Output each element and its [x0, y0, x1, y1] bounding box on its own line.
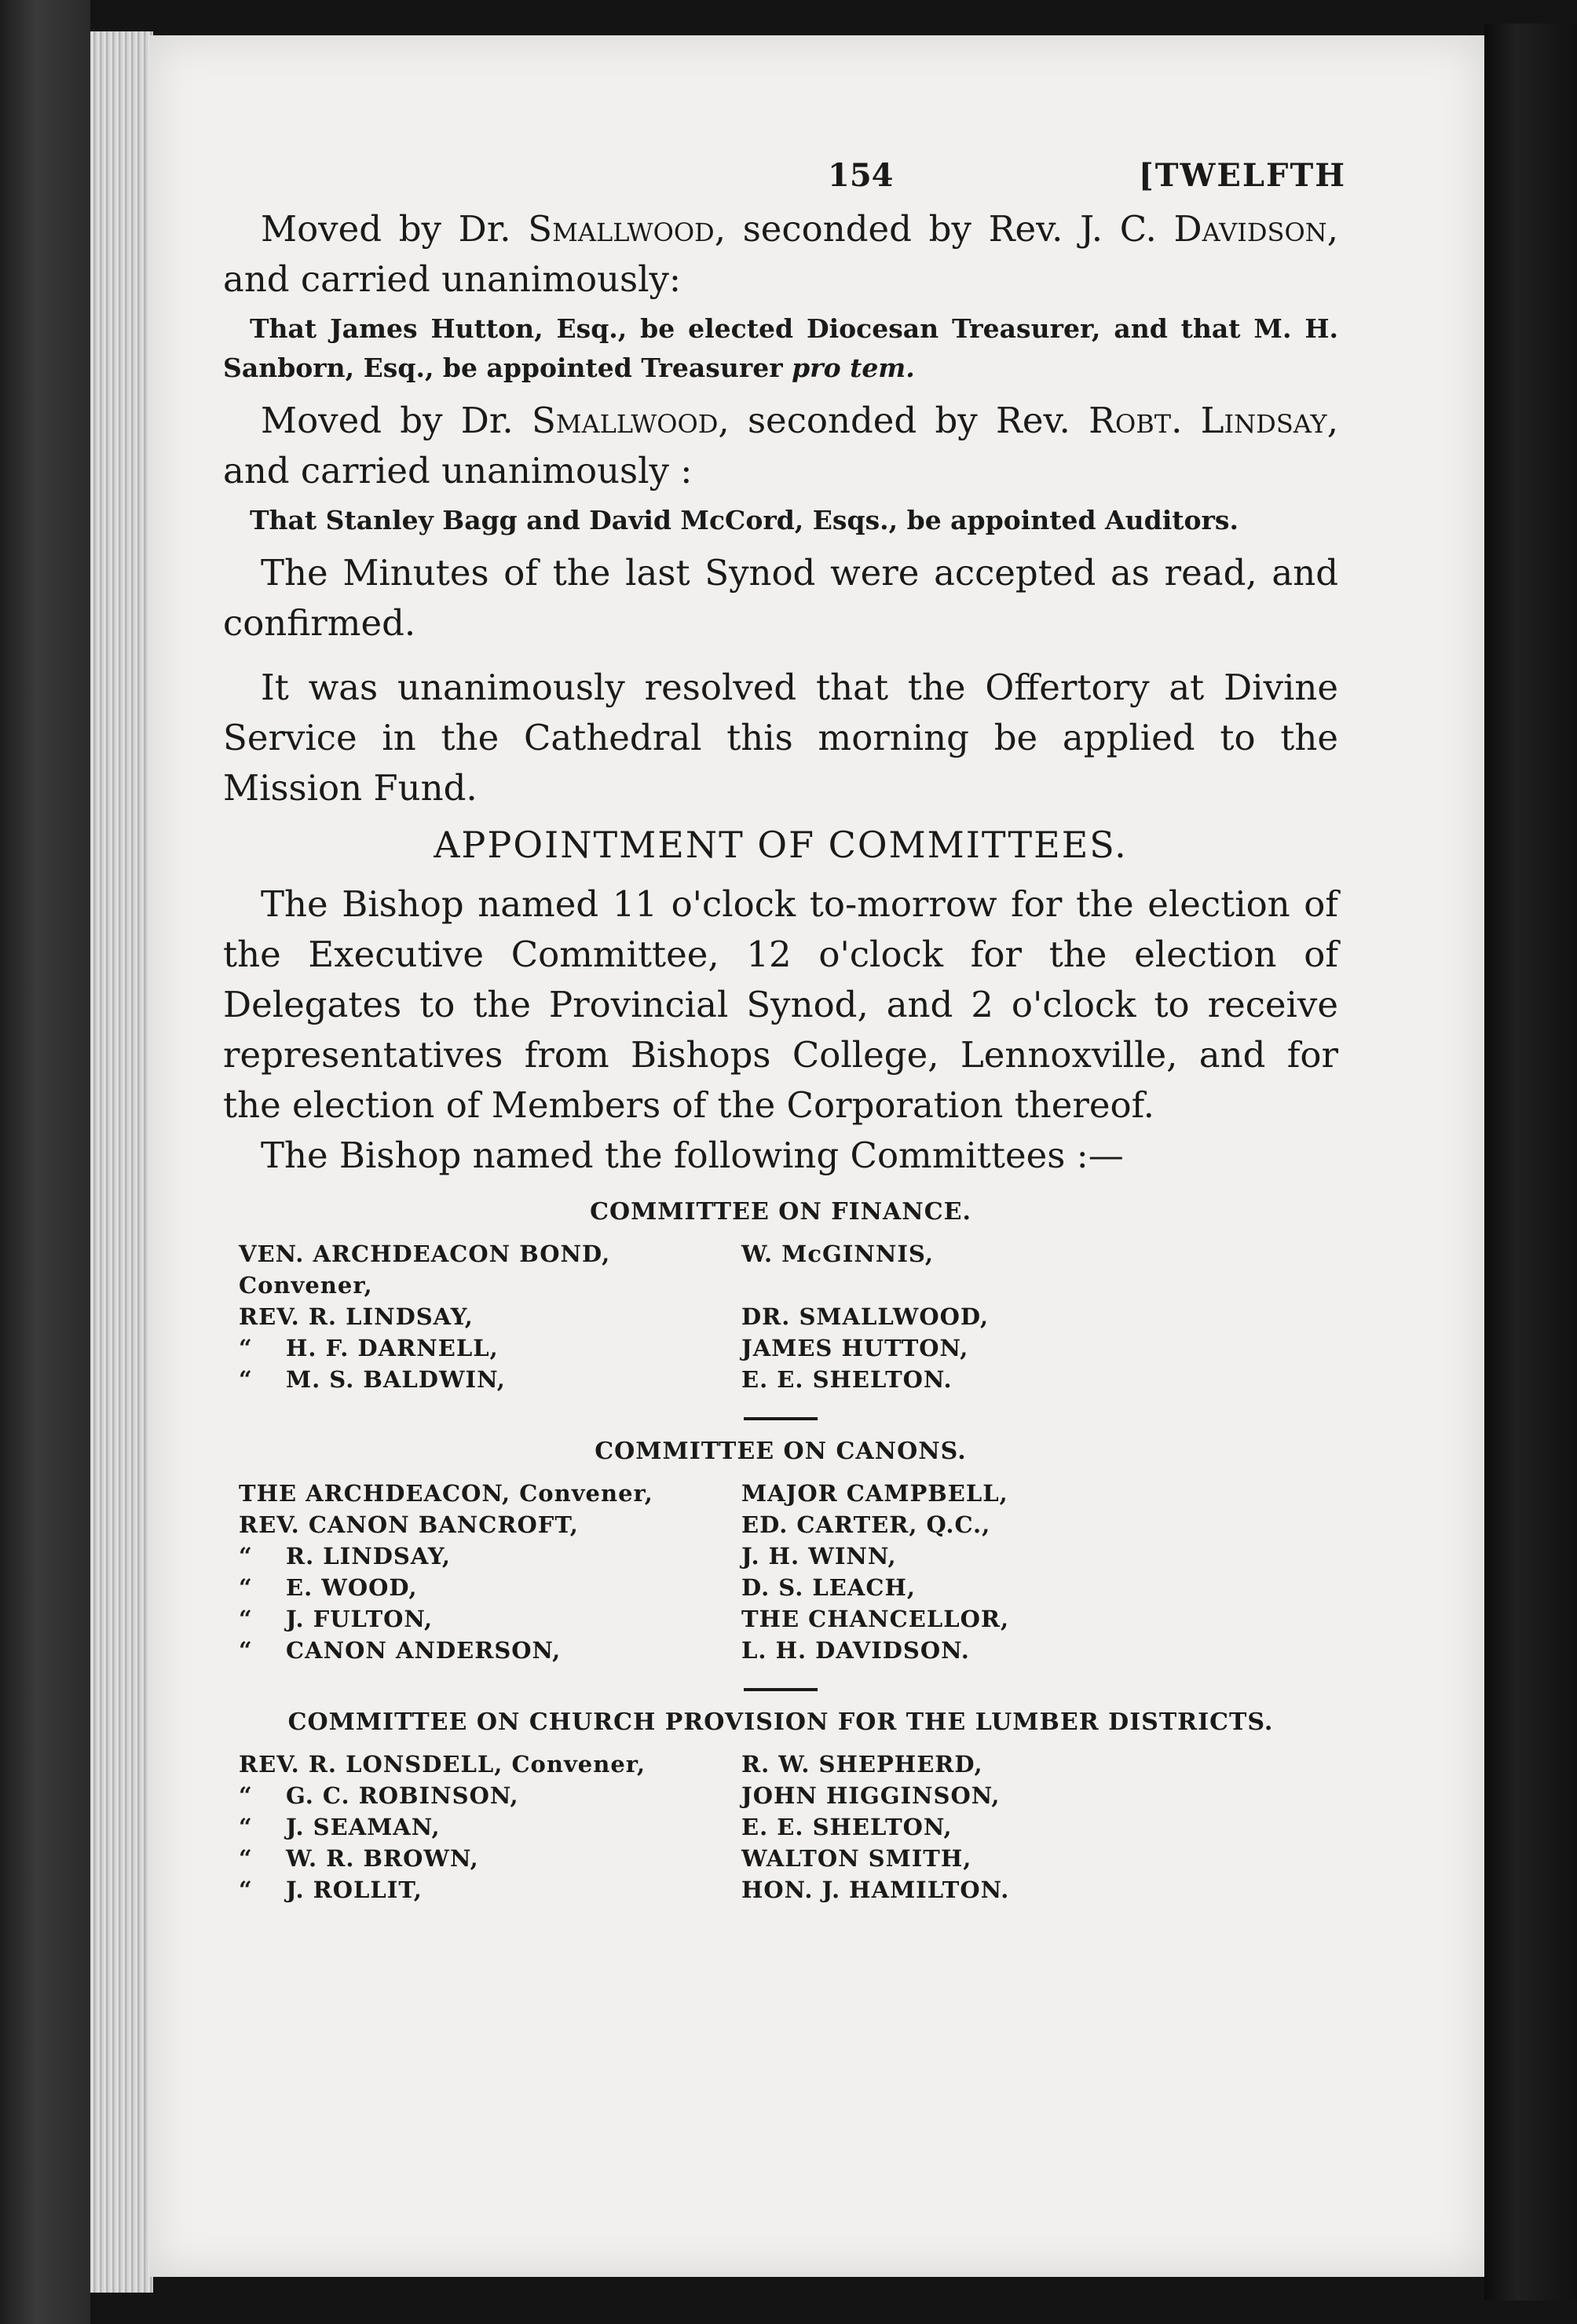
paragraph-offertory: It was unanimously resolved that the Offertory at Divine Service in the Cathedral this morning be applied to the Mission Fund. [223, 667, 1338, 809]
table-row [223, 1874, 1338, 1906]
table-row [223, 1364, 1338, 1395]
committee-canons-title: COMMITTEE ON CANONS. [595, 1438, 967, 1465]
page-header [223, 149, 1346, 204]
table-row [223, 1540, 1338, 1572]
table-row [223, 1635, 1338, 1666]
paragraph-minutes: The Minutes of the last Synod were accepted as read, and confirmed. [223, 552, 1338, 644]
canons-member: REV. CANON BANCROFT, [239, 1511, 579, 1538]
canons-member: D. S. LEACH, [741, 1574, 916, 1601]
committee-lumber-table [223, 1748, 1338, 1906]
canons-member: MAJOR CAMPBELL, [741, 1480, 1008, 1507]
divider-rule [744, 1688, 818, 1691]
finance-member-row [223, 1364, 741, 1395]
canons-member: E. WOOD, [286, 1574, 418, 1601]
table-row [223, 1509, 1338, 1540]
motion-1 [223, 204, 1338, 305]
running-head: [TWELFTH [1138, 157, 1346, 194]
motion-2-text-b: , seconded by Rev. [718, 400, 1089, 441]
canons-member-row [223, 1540, 741, 1572]
motion-2 [223, 396, 1338, 496]
canons-member: L. H. DAVIDSON. [741, 1637, 970, 1664]
ditto-mark: “ [239, 1606, 253, 1632]
canons-member: CANON ANDERSON, [286, 1637, 562, 1664]
canons-member: THE CHANCELLOR, [741, 1606, 1010, 1632]
page-content [223, 149, 1346, 1906]
ditto-mark: “ [239, 1637, 253, 1664]
page-edges [90, 31, 153, 2293]
table-row [223, 1478, 1338, 1509]
committee-canons-table [223, 1478, 1338, 1666]
lumber-member: R. W. SHEPHERD, [741, 1751, 983, 1778]
table-row [223, 1238, 1338, 1301]
paragraph-bishop-named: The Bishop named 11 o'clock to-morrow for the election of the Executive Committee, 12 o'clock for the election of Delegates to the Provincial Synod, and 2 o'clock to receive representatives from Bishops College, Lennoxville, and for the election of Members of the Corporation thereof. [223, 883, 1338, 1126]
divider-rule [744, 1417, 818, 1420]
table-row [223, 1780, 1338, 1811]
section-title: APPOINTMENT OF COMMITTEES. [434, 824, 1128, 866]
lumber-member-row [223, 1843, 741, 1874]
canons-member: THE ARCHDEACON, Convener, [239, 1480, 653, 1507]
canons-member: ED. CARTER, Q.C., [741, 1511, 991, 1538]
table-row [223, 1811, 1338, 1843]
canons-member-row [223, 1603, 741, 1635]
lumber-member: J. SEAMAN, [286, 1814, 441, 1840]
motion-1-seconder: Davidson [1173, 208, 1327, 250]
canons-member: J. H. WINN, [741, 1543, 897, 1569]
canons-member: R. LINDSAY, [286, 1543, 451, 1569]
ditto-mark: “ [239, 1335, 253, 1361]
right-book-edge [1484, 24, 1577, 2300]
finance-member: DR. SMALLWOOD, [741, 1303, 990, 1330]
ditto-mark: “ [239, 1845, 253, 1872]
motion-2-seconder: Robt. Lindsay [1089, 400, 1327, 441]
resolution-1 [223, 309, 1338, 388]
ditto-mark: “ [239, 1366, 253, 1393]
lumber-member: J. ROLLIT, [286, 1876, 423, 1903]
canons-member-row [223, 1635, 741, 1666]
ditto-mark: “ [239, 1543, 253, 1569]
finance-member: REV. R. LINDSAY, [239, 1303, 474, 1330]
motion-1-mover: Smallwood [528, 208, 715, 250]
motion-1-text-b: , seconded by Rev. J. C. [714, 208, 1174, 250]
table-row [223, 1603, 1338, 1635]
table-row [223, 1332, 1338, 1364]
lumber-member: G. C. ROBINSON, [286, 1782, 519, 1809]
finance-member: W. McGINNIS, [741, 1241, 934, 1267]
committee-lumber-title: COMMITTEE ON CHURCH PROVISION FOR THE LUMBER DISTRICTS. [287, 1708, 1274, 1736]
finance-member: JAMES HUTTON, [741, 1335, 969, 1361]
resolution-1-italic: pro tem. [792, 353, 915, 383]
table-row [223, 1301, 1338, 1332]
finance-member-row [223, 1332, 741, 1364]
resolution-1-text: That James Hutton, Esq., be elected Diocesan Treasurer, and that M. H. Sanborn, Esq., be appointed Treasurer [223, 313, 1338, 383]
lumber-member: W. R. BROWN, [286, 1845, 479, 1872]
ditto-mark: “ [239, 1782, 253, 1809]
finance-member: M. S. BALDWIN, [286, 1366, 506, 1393]
committee-finance-title: COMMITTEE ON FINANCE. [590, 1198, 971, 1226]
paragraph-following-committees: The Bishop named the following Committees :— [261, 1135, 1124, 1176]
lumber-member: REV. R. LONSDELL, Convener, [239, 1751, 646, 1778]
page-number: 154 [828, 157, 894, 194]
table-row [223, 1572, 1338, 1603]
finance-member: H. F. DARNELL, [286, 1335, 499, 1361]
spacer [223, 649, 1338, 663]
canons-member: J. FULTON, [286, 1606, 434, 1632]
lumber-member-row [223, 1874, 741, 1906]
resolution-2: That Stanley Bagg and David McCord, Esqs., be appointed Auditors. [250, 505, 1239, 535]
table-row [223, 1748, 1338, 1780]
book-spine-shadow [0, 0, 90, 2324]
motion-2-text-c: , and carried unanimously : [223, 400, 1338, 491]
motion-2-text-a: Moved by Dr. [261, 400, 532, 441]
ditto-mark: “ [239, 1876, 253, 1903]
motion-2-mover: Smallwood [531, 400, 719, 441]
committee-finance-table [223, 1238, 1338, 1395]
lumber-member: E. E. SHELTON, [741, 1814, 953, 1840]
lumber-member: WALTON SMITH, [741, 1845, 972, 1872]
table-row [223, 1843, 1338, 1874]
lumber-member: JOHN HIGGINSON, [741, 1782, 1001, 1809]
lumber-member: HON. J. HAMILTON. [741, 1876, 1010, 1903]
ditto-mark: “ [239, 1814, 253, 1840]
lumber-member-row [223, 1780, 741, 1811]
finance-member: E. E. SHELTON. [741, 1366, 953, 1393]
motion-1-text-c: , and carried unanimously: [223, 208, 1338, 300]
finance-member: VEN. ARCHDEACON BOND, Convener, [239, 1241, 611, 1299]
motion-1-text-a: Moved by Dr. [261, 208, 529, 250]
canons-member-row [223, 1572, 741, 1603]
lumber-member-row [223, 1811, 741, 1843]
ditto-mark: “ [239, 1574, 253, 1601]
